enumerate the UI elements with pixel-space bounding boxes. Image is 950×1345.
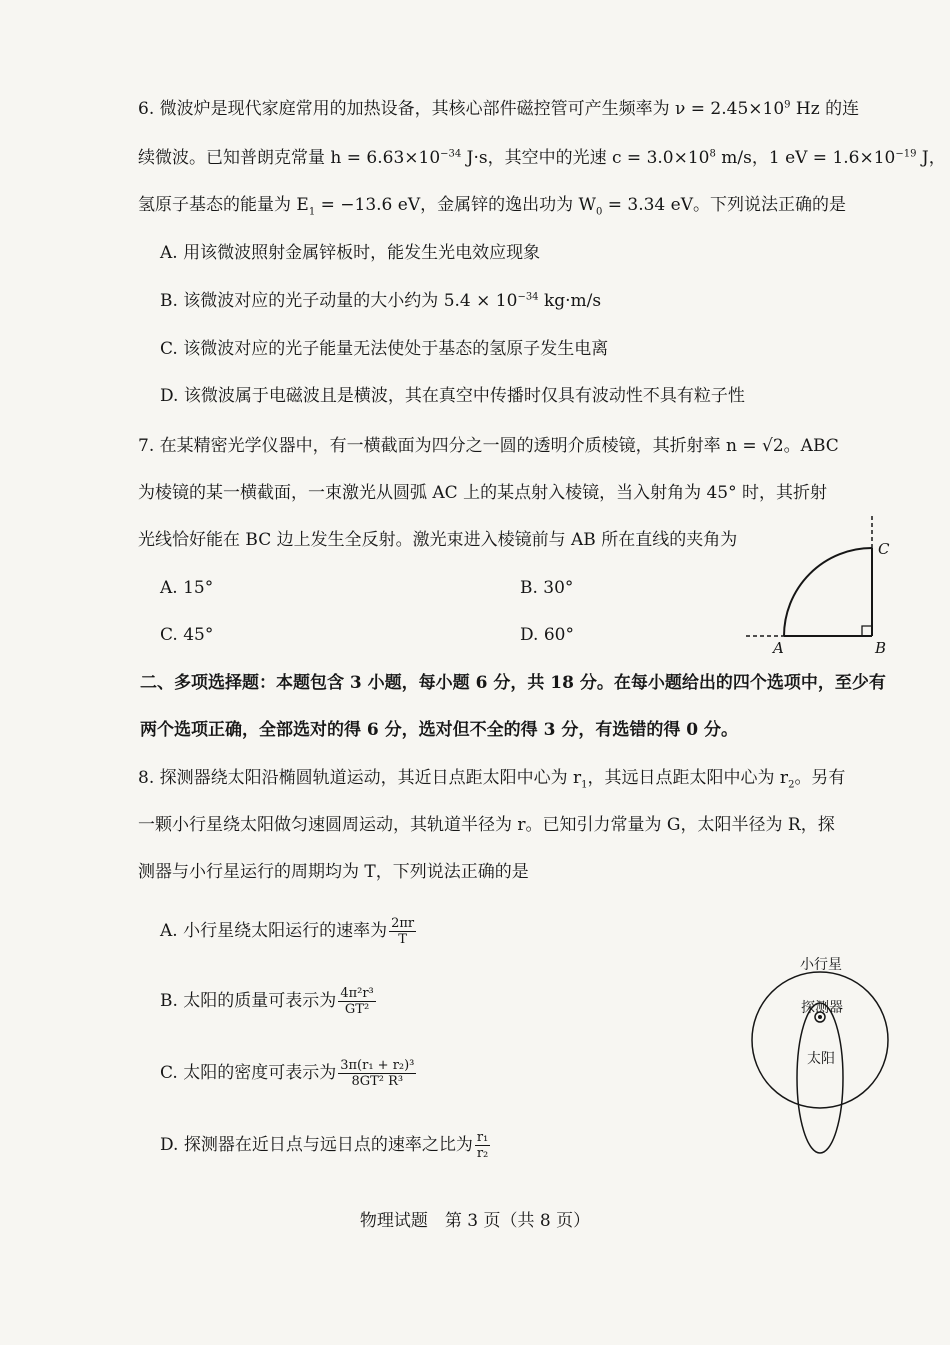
q6-stem-line1: 6. 微波炉是现代家庭常用的加热设备，其核心部件磁控管可产生频率为 $\nu = 2.45\times 10^9$ Hz 的连 — [138, 99, 860, 119]
q7-stem-line1: 7. 在某精密光学仪器中，有一横截面为四分之一圆的透明介质棱镜，其折射率 n = √2。ABC — [138, 436, 839, 456]
label-asteroid: 小行星 — [800, 957, 842, 973]
q6-stem-line2: 续微波。已知普朗克常量 $h = 6.63\times 10^{-34}$ J·s，其空中的光速 $c = 3.0\times 10^8$ m/s，1 eV = $1.6\times 10^{-19}$ J， — [138, 148, 946, 168]
arc-ac — [784, 548, 872, 636]
q8-stem-line2: 一颗小行星绕太阳做匀速圆周运动，其轨道半径为 r。已知引力常量为 G，太阳半径为 R，探 — [138, 815, 835, 835]
q8-option-a: A. 小行星绕太阳运行的速率为 $\frac{2\pi r}{T}$ — [160, 916, 415, 947]
q8-option-b-fraction: $\frac{\text{4π²r³}}{\text{GT²}}$ — [340, 986, 374, 1017]
section2-heading-line2: 两个选项正确，全部选对的得 6 分，选对但不全的得 3 分，有选错的得 0 分。 — [140, 720, 738, 740]
q8-option-d: D. 探测器在近日点与远日点的速率之比为 $\frac{\text{r₁}}{\text{r₂}}$ — [160, 1130, 489, 1161]
label-c: C — [878, 540, 890, 558]
q7-option-b: B. 30° — [520, 578, 574, 598]
q6-stem-line3: 氢原子基态的能量为 $E_1 = -13.6$ eV，金属锌的逸出功为 $W_0 = 3.34$ eV。下列说法正确的是 — [138, 195, 846, 218]
prism-figure — [740, 510, 900, 660]
q8-option-c-fraction: $\frac{\text{3π(r₁ + r₂)³}}{\text{8GT² R³}}$ — [340, 1058, 415, 1089]
page-footer: 物理试题 第 3 页（共 8 页） — [359, 1211, 591, 1231]
q8-option-d-fraction: $\frac{\text{r₁}}{\text{r₂}}$ — [476, 1130, 489, 1161]
q6-option-a: A. 用该微波照射金属锌板时，能发生光电效应现象 — [160, 243, 541, 263]
label-a: A — [773, 639, 784, 657]
probe-orbit-ellipse — [797, 1003, 843, 1153]
section2-heading-line1: 二、多项选择题：本题包含 3 小题，每小题 6 分，共 18 分。在每小题给出的四个选项中，至少有 — [140, 673, 886, 693]
q7-stem-line3: 光线恰好能在 BC 边上发生全反射。激光束进入棱镜前与 AB 所在直线的夹角为 — [138, 530, 738, 550]
label-b: B — [875, 639, 887, 657]
q8-stem-line3: 测器与小行星运行的周期均为 T，下列说法正确的是 — [138, 862, 529, 882]
q8-option-a-fraction: $\frac{2\pi r}{T}$ — [391, 916, 415, 947]
q8-option-b: B. 太阳的质量可表示为 $\frac{\text{4π²r³}}{\text{GT²}}$ — [160, 986, 374, 1017]
orbit-figure — [745, 945, 895, 1160]
q8-stem-line1: 8. 探测器绕太阳沿椭圆轨道运动，其近日点距太阳中心为 $r_1$，其远日点距太阳中心为 $r_2$。另有 — [138, 768, 846, 791]
q7-option-d: D. 60° — [520, 625, 574, 645]
q7-option-c: C. 45° — [160, 625, 214, 645]
right-angle-mark — [862, 626, 872, 636]
label-sun: 太阳 — [807, 1051, 835, 1067]
asteroid-orbit-circle — [752, 972, 888, 1108]
q7-option-a: A. 15° — [160, 578, 214, 598]
label-probe: 探测器 — [801, 1000, 843, 1016]
q6-option-d: D. 该微波属于电磁波且是横波，其在真空中传播时仅具有波动性不具有粒子性 — [160, 386, 745, 406]
q6-option-b: B. 该微波对应的光子动量的大小约为 $5.4 \times 10^{-34}$ kg·m/s — [160, 291, 602, 311]
q6-option-c: C. 该微波对应的光子能量无法使处于基态的氢原子发生电离 — [160, 339, 609, 359]
q7-stem-line2: 为棱镜的某一横截面，一束激光从圆弧 AC 上的某点射入棱镜，当入射角为 45° 时，其折射 — [138, 483, 828, 503]
q8-option-c: C. 太阳的密度可表示为 $\frac{\text{3π(r₁ + r₂)³}}{\text{8GT² R³}}$ — [160, 1058, 415, 1089]
